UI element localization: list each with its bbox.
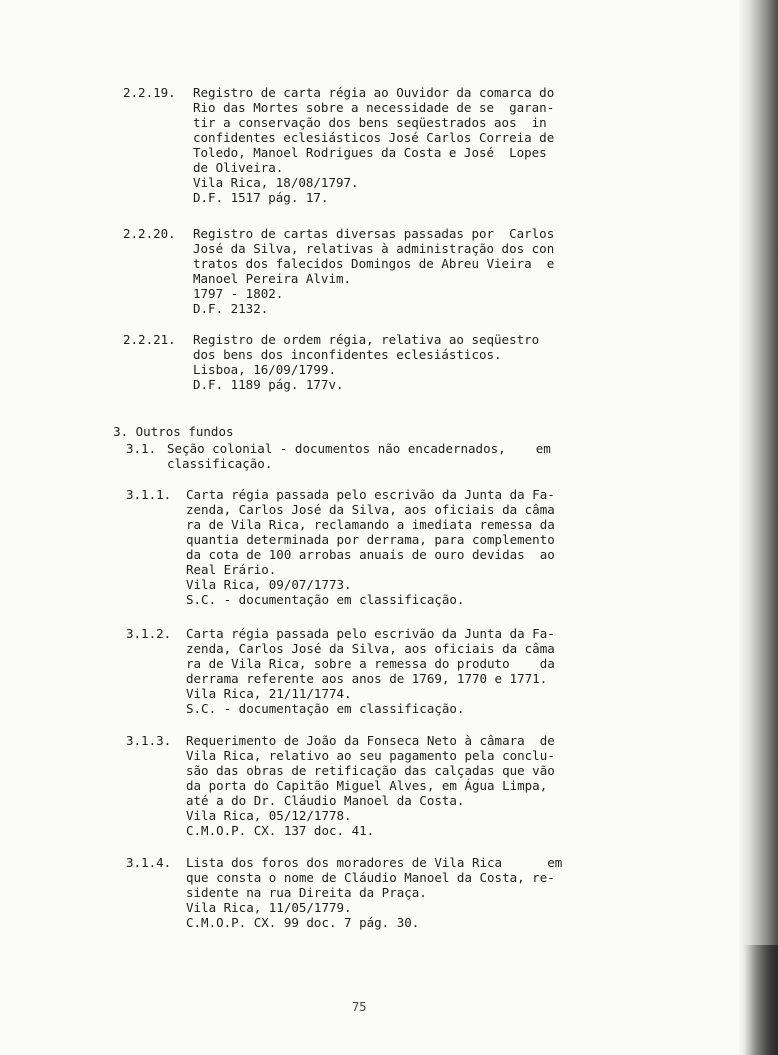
- entry-line: Vila Rica, 09/07/1773.: [186, 577, 352, 592]
- entry-line: são das obras de retificação das calçadas que vão: [186, 763, 555, 778]
- entry-number: 3.1.: [126, 441, 157, 456]
- entry-line: Lista dos foros dos moradores de Vila Rica em: [186, 855, 563, 870]
- entry-line: Carta régia passada pelo escrivão da Junta da Fa-: [186, 626, 555, 641]
- section-3-heading: [98, 409, 234, 439]
- entry-line: ra de Vila Rica, reclamando a imediata remessa da: [186, 517, 555, 532]
- entry-line: da cota de 100 arrobas anuais de ouro devidas ao: [186, 547, 555, 562]
- entry-number: 3.1.1.: [126, 487, 172, 502]
- entry-line: Vila Rica, 11/05/1779.: [186, 900, 352, 915]
- entry-line: Real Erário.: [186, 562, 277, 577]
- entry-line: classificação.: [167, 456, 273, 471]
- entry-body: [193, 332, 539, 392]
- entry-number: 3.1.4.: [126, 855, 172, 870]
- entry-line: Requerimento de João da Fonseca Neto à câmara de: [186, 733, 555, 748]
- entry-line: 1797 - 1802.: [193, 286, 284, 301]
- entry-line: tratos dos falecidos Domingos de Abreu Vieira e: [193, 256, 555, 271]
- section-number: 3.: [113, 424, 129, 439]
- entry-line: D.F. 1517 pág. 17.: [193, 190, 329, 205]
- book-spine-shadow-bottom: [744, 945, 778, 1055]
- entry-number: 2.2.21.: [123, 332, 176, 347]
- entry-line: zenda, Carlos José da Silva, aos oficiais da câma: [186, 641, 555, 656]
- entry-line: Vila Rica, 21/11/1774.: [186, 686, 352, 701]
- entry-line: José da Silva, relativas à administração dos con: [193, 241, 555, 256]
- entry-line: de Oliveira.: [193, 160, 284, 175]
- entry-line: S.C. - documentação em classificação.: [186, 701, 465, 716]
- entry-line: ra de Vila Rica, sobre a remessa do produto da: [186, 656, 555, 671]
- entry-line: até a do Dr. Cláudio Manoel da Costa.: [186, 793, 465, 808]
- entry-line: Toledo, Manoel Rodrigues da Costa e José Lopes: [193, 145, 547, 160]
- entry-line: Manoel Pereira Alvim.: [193, 271, 352, 286]
- entry-line: confidentes eclesiásticos José Carlos Correia de: [193, 130, 555, 145]
- entry-line: Vila Rica, 05/12/1778.: [186, 808, 352, 823]
- entry-number: 3.1.2.: [126, 626, 172, 641]
- entry-body: [193, 85, 554, 205]
- entry-line: Rio das Mortes sobre a necessidade de se garan-: [193, 100, 555, 115]
- entry-line: C.M.O.P. CX. 137 doc. 41.: [186, 823, 375, 838]
- entry-line: Lisboa, 16/09/1799.: [193, 362, 336, 377]
- entry-line: Vila Rica, relativo ao seu pagamento pela conclu-: [186, 748, 555, 763]
- entry-body: [193, 226, 554, 316]
- entry-line: quantia determinada por derrama, para complemento: [186, 532, 555, 547]
- entry-line: Registro de carta régia ao Ouvidor da comarca do: [193, 85, 555, 100]
- entry-line: Carta régia passada pelo escrivão da Junta da Fa-: [186, 487, 555, 502]
- entry-line: D.F. 1189 pág. 177v.: [193, 377, 344, 392]
- entry-number: 3.1.3.: [126, 733, 172, 748]
- entry-line: que consta o nome de Cláudio Manoel da Costa, re-: [186, 870, 555, 885]
- entry-line: S.C. - documentação em classificação.: [186, 592, 465, 607]
- entry-line: da porta do Capitão Miguel Alves, em Água Limpa,: [186, 778, 548, 793]
- entry-line: Vila Rica, 18/08/1797.: [193, 175, 359, 190]
- entry-line: C.M.O.P. CX. 99 doc. 7 pág. 30.: [186, 915, 420, 930]
- entry-line: Seção colonial - documentos não encadernados, em: [167, 441, 551, 456]
- section-title: Outros fundos: [135, 424, 234, 439]
- entry-line: derrama referente aos anos de 1769, 1770 e 1771.: [186, 671, 548, 686]
- entry-body: [186, 626, 555, 716]
- entry-body: [186, 733, 555, 838]
- entry-line: Registro de ordem régia, relativa ao seqüestro: [193, 332, 540, 347]
- entry-line: dos bens dos inconfidentes eclesiásticos.: [193, 347, 502, 362]
- entry-line: zenda, Carlos José da Silva, aos oficiais da câma: [186, 502, 555, 517]
- entry-line: D.F. 2132.: [193, 301, 269, 316]
- entry-line: Registro de cartas diversas passadas por Carlos: [193, 226, 555, 241]
- entry-body: [167, 441, 551, 471]
- entry-line: sidente na rua Direita da Praça.: [186, 885, 427, 900]
- entry-number: 2.2.19.: [123, 85, 176, 100]
- entry-body: [186, 487, 555, 607]
- entry-body: [186, 855, 562, 930]
- entry-line: tir a conservação dos bens seqüestrados aos in: [193, 115, 547, 130]
- page-number: 75: [352, 1000, 367, 1014]
- book-spine-shadow: [738, 0, 778, 1055]
- entry-number: 2.2.20.: [123, 226, 176, 241]
